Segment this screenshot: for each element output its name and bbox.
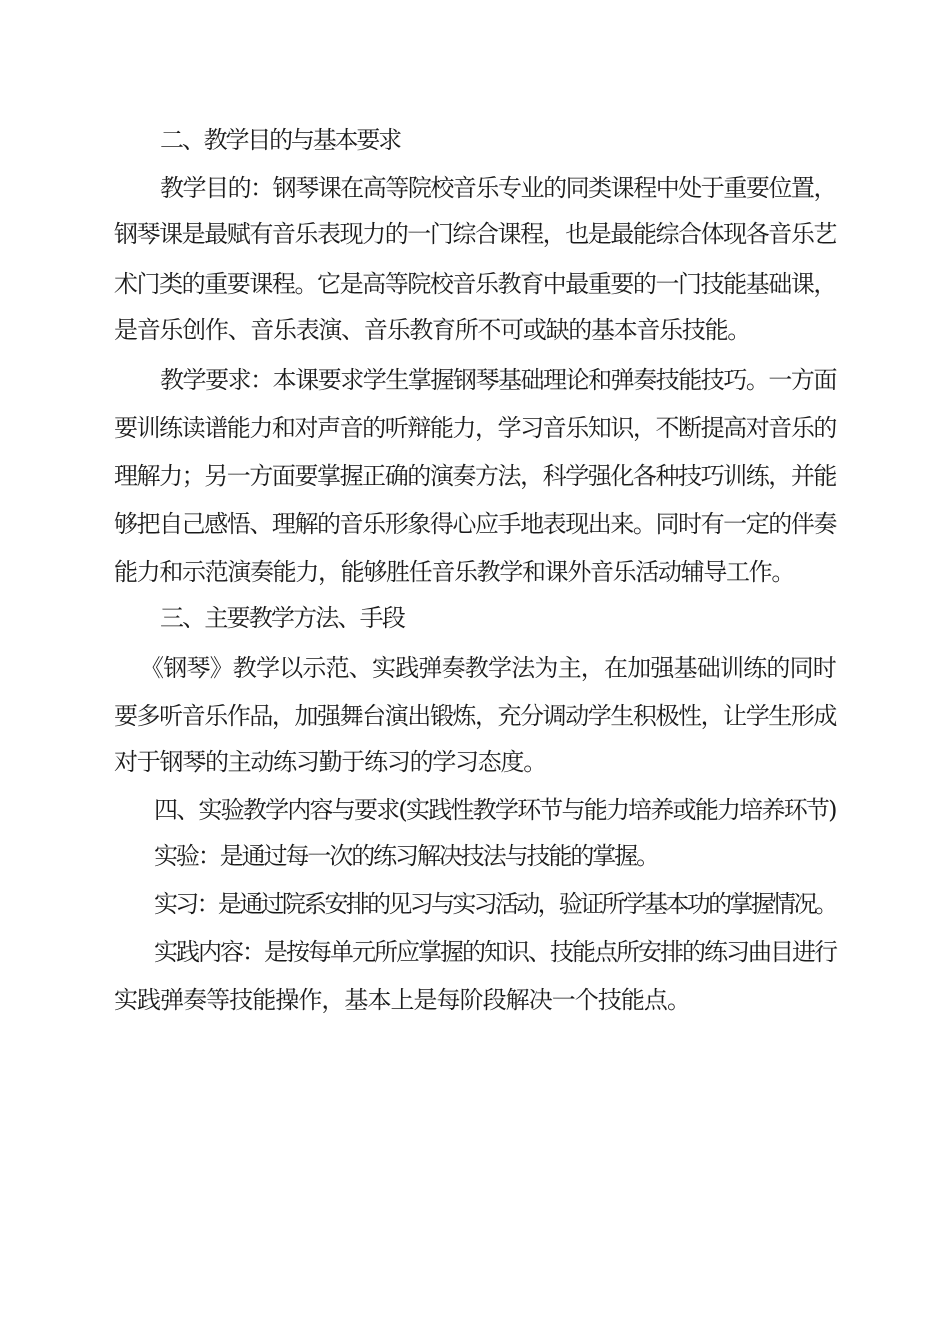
section-heading-2 — [0, 120, 950, 160]
line-text: 实验：是通过每一次的练习解决技法与技能的掌握。 — [154, 842, 658, 870]
paragraph-line — [0, 214, 950, 254]
line-text: 钢琴课是最赋有音乐表现力的一门综合课程，也是最能综合体现各音乐艺 — [114, 220, 836, 248]
line-text: 四、实验教学内容与要求(实践性教学环节与能力培养或能力培养环节) — [154, 796, 836, 824]
paragraph-line — [0, 552, 950, 592]
line-text: 实践内容：是按每单元所应掌握的知识、技能点所安排的练习曲目进行 — [154, 938, 836, 966]
paragraph-line — [0, 932, 950, 972]
line-text: 要多听音乐作品，加强舞台演出锻炼，充分调动学生积极性，让学生形成 — [114, 702, 836, 730]
line-text: 二、教学目的与基本要求 — [160, 126, 400, 154]
paragraph-line — [0, 648, 950, 688]
paragraph-line — [0, 168, 950, 208]
line-text: 教学目的：钢琴课在高等院校音乐专业的同类课程中处于重要位置， — [160, 174, 836, 202]
paragraph-line — [0, 504, 950, 544]
line-text: 教学要求：本课要求学生掌握钢琴基础理论和弹奏技能技巧。一方面 — [160, 366, 836, 394]
paragraph-line — [0, 884, 950, 924]
line-text: 够把自己感悟、理解的音乐形象得心应手地表现出来。同时有一定的伴奏 — [114, 510, 836, 538]
line-text: 三、主要教学方法、手段 — [160, 604, 404, 632]
paragraph-line — [0, 264, 950, 304]
paragraph-line — [0, 408, 950, 448]
paragraph-line — [0, 696, 950, 736]
paragraph-line — [0, 836, 950, 876]
line-text: 对于钢琴的主动练习勤于练习的学习态度。 — [114, 748, 546, 776]
paragraph-line — [0, 742, 950, 782]
section-heading-3 — [0, 598, 950, 638]
paragraph-line — [0, 456, 950, 496]
line-text: 能力和示范演奏能力，能够胜任音乐教学和课外音乐活动辅导工作。 — [114, 558, 794, 586]
line-text: 实践弹奏等技能操作，基本上是每阶段解决一个技能点。 — [114, 986, 690, 1014]
line-text: 是音乐创作、音乐表演、音乐教育所不可或缺的基本音乐技能。 — [114, 316, 750, 344]
line-text: 术门类的重要课程。它是高等院校音乐教育中最重要的一门技能基础课， — [114, 270, 836, 298]
paragraph-line — [0, 980, 950, 1020]
line-text: 理解力；另一方面要掌握正确的演奏方法，科学强化各种技巧训练，并能 — [114, 462, 836, 490]
line-text: 要训练读谱能力和对声音的听辩能力，学习音乐知识，不断提高对音乐的 — [114, 414, 836, 442]
paragraph-line — [0, 360, 950, 400]
section-heading-4 — [0, 790, 950, 830]
line-text: 实习：是通过院系安排的见习与实习活动，验证所学基本功的掌握情况。 — [154, 890, 836, 918]
line-text: 《钢琴》教学以示范、实践弹奏教学法为主，在加强基础训练的同时 — [140, 654, 836, 682]
paragraph-line — [0, 310, 950, 350]
